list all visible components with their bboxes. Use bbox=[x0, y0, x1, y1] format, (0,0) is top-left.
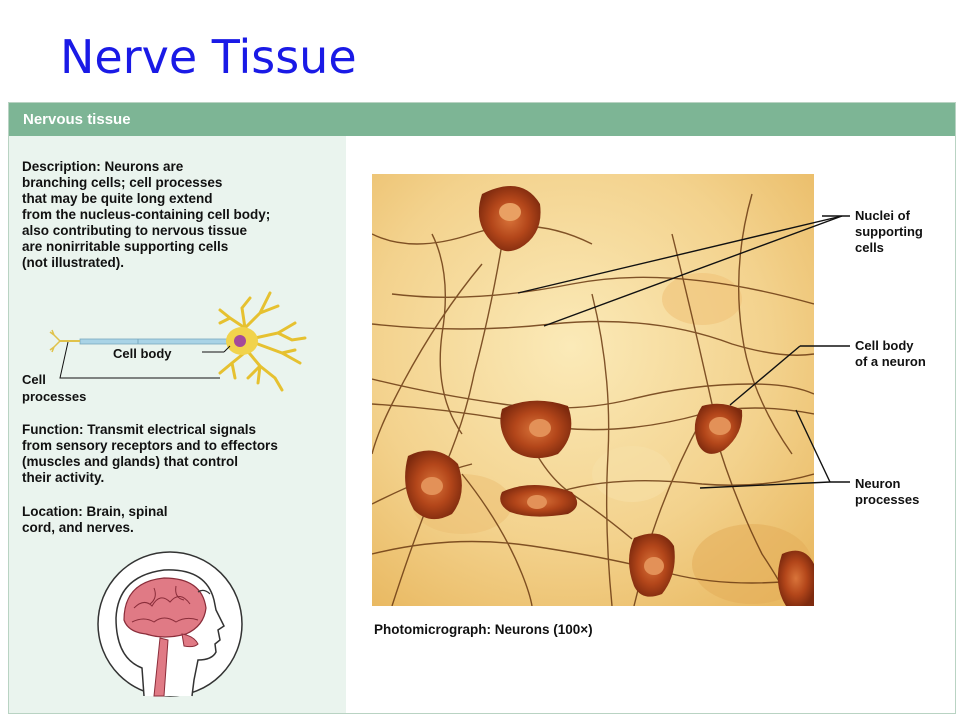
description-line-4: from the nucleus-containing cell body; bbox=[22, 207, 271, 222]
description-line-7: (not illustrated). bbox=[22, 255, 124, 270]
caption-label: Photomicrograph: bbox=[374, 622, 491, 637]
neuron-cell-body-label bbox=[855, 338, 926, 370]
slide-title: Nerve Tissue bbox=[60, 30, 357, 84]
brain-location-illustration bbox=[94, 548, 246, 700]
function-line-2: from sensory receptors and to effectors bbox=[22, 438, 278, 453]
function-block bbox=[22, 422, 278, 486]
description-line-1: Neurons are bbox=[100, 159, 184, 174]
cell-body-label: Cell body bbox=[113, 346, 172, 361]
location-line-2: cord, and nerves. bbox=[22, 520, 134, 535]
function-label: Function: bbox=[22, 422, 84, 437]
nuclei-label bbox=[855, 208, 923, 256]
axon-sheath bbox=[80, 339, 230, 344]
neuron-diagram bbox=[20, 278, 320, 403]
cellbody-label-line-1: Cell body bbox=[855, 338, 914, 353]
description-line-5: also contributing to nervous tissue bbox=[22, 223, 248, 238]
axon-terminal-branches bbox=[50, 330, 60, 352]
processes-leader-2 bbox=[700, 482, 830, 488]
cell-processes-label-1: Cell bbox=[22, 372, 46, 387]
location-line-1: Brain, spinal bbox=[82, 504, 168, 519]
panel-header-title: Nervous tissue bbox=[23, 111, 131, 128]
nuclei-label-line-3: cells bbox=[855, 240, 884, 255]
function-line-1: Transmit electrical signals bbox=[83, 422, 257, 437]
neuron-processes-label bbox=[855, 476, 919, 508]
location-label: Location: bbox=[22, 504, 83, 519]
nuclei-leader-1 bbox=[518, 216, 842, 293]
nuclei-label-line-1: Nuclei of bbox=[855, 208, 910, 223]
caption-text: Neurons (100×) bbox=[491, 622, 593, 637]
processes-leader-1 bbox=[796, 410, 830, 482]
processes-label-line-2: processes bbox=[855, 492, 920, 507]
description-line-3: that may be quite long extend bbox=[22, 191, 213, 206]
processes-label-line-1: Neuron bbox=[855, 476, 901, 491]
cellbody-leader bbox=[730, 346, 800, 405]
description-block bbox=[22, 159, 270, 271]
panel-header bbox=[9, 103, 955, 136]
description-label: Description: bbox=[22, 159, 101, 174]
nuclei-label-line-2: supporting bbox=[855, 224, 923, 239]
description-line-2: branching cells; cell processes bbox=[22, 175, 223, 190]
function-line-3: (muscles and glands) that control bbox=[22, 454, 239, 469]
location-block bbox=[22, 504, 168, 536]
processes-leader-left bbox=[60, 342, 68, 378]
cellbody-label-line-2: of a neuron bbox=[855, 354, 926, 369]
photo-leader-lines bbox=[500, 200, 860, 500]
cell-processes-label-2: processes bbox=[22, 389, 87, 404]
function-line-4: their activity. bbox=[22, 470, 105, 485]
nuclei-leader-2 bbox=[544, 216, 842, 326]
photo-caption bbox=[374, 622, 593, 637]
nucleus bbox=[234, 335, 246, 347]
description-line-6: are nonirritable supporting cells bbox=[22, 239, 229, 254]
